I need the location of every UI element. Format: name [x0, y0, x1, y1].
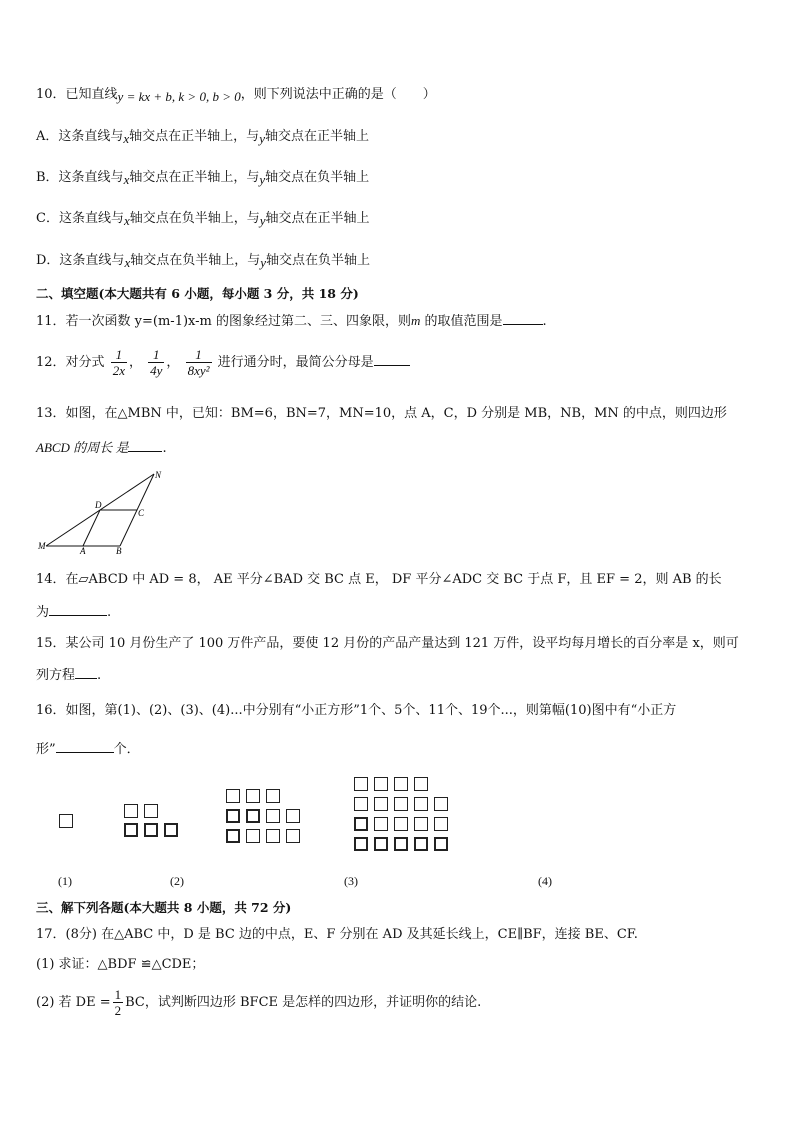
square-icon — [226, 809, 240, 823]
q10-option-a[interactable]: A．这条直线与x轴交点在正半轴上，与y轴交点在正半轴上 — [36, 129, 369, 146]
label-b: B — [116, 546, 122, 556]
square-icon — [374, 817, 388, 831]
square-icon — [59, 814, 73, 828]
q15-answer-blank[interactable] — [75, 664, 97, 679]
square-icon — [246, 789, 260, 803]
q13-line-1: 13．如图，在△MBN 中，已知：BM=6，BN=7，MN=10，点 A，C，D 分别是 MB，NB，MN 的中点，则四边形 — [36, 406, 727, 421]
section-3-heading: 三、解下列各题(本大题共 8 小题，共 72 分) — [36, 900, 292, 915]
q11: 11．若一次函数 y=(m-1)x-m 的图象经过第二、三、四象限，则m 的取值范围是 . — [36, 310, 547, 332]
square-icon — [266, 829, 280, 843]
q10-option-c[interactable]: C．这条直线与x轴交点在负半轴上，与y轴交点在正半轴上 — [36, 211, 370, 228]
square-icon — [286, 809, 300, 823]
square-icon — [434, 837, 448, 851]
square-icon — [286, 829, 300, 843]
square-icon — [144, 823, 158, 837]
square-icon — [354, 777, 368, 791]
q14-line-1: 14．在▱ABCD 中 AD = 8， AE 平分∠BAD 交 BC 点 E， DF 平分∠ADC 交 BC 于点 F，且 EF = 2，则 AB 的长 — [36, 572, 722, 587]
q10-stem: 10．已知直线y = kx + b, k > 0, b > 0，则下列说法中正确的是（ ） — [36, 87, 436, 104]
label-m: M — [38, 541, 46, 551]
square-icon — [394, 777, 408, 791]
q14-answer-blank[interactable] — [49, 601, 107, 616]
figure-label-4: (4) — [538, 874, 552, 888]
square-icon — [354, 817, 368, 831]
square-icon — [246, 829, 260, 843]
q15-line-1: 15．某公司 10 月份生产了 100 万件产品，要使 12 月份的产品产量达到 121 万件，设平均每月增长的百分率是 x，则可 — [36, 636, 739, 651]
square-icon — [124, 823, 138, 837]
square-icon — [414, 797, 428, 811]
square-icon — [354, 837, 368, 851]
figure-label-2: (2) — [170, 874, 184, 888]
figure-label-3: (3) — [344, 874, 358, 888]
q15-line-2: 列方程 . — [36, 664, 101, 686]
q12-fraction-2: $\frac{1}{4y}$ — [150, 347, 163, 378]
square-icon — [374, 837, 388, 851]
square-icon — [394, 817, 408, 831]
square-icon — [414, 837, 428, 851]
q17-fraction: $\frac{1}{2}$ — [114, 987, 122, 1018]
q13-answer-blank[interactable] — [128, 437, 162, 452]
q10-formula: y = kx + b, k > 0, b > 0 — [117, 89, 241, 104]
q17-part-2: (2) 若 DE = $\frac{1}{2}$ BC，试判断四边形 BFCE 是怎样的四边形，并证明你的结论. — [36, 987, 482, 1018]
label-n: N — [155, 470, 162, 480]
q16-line-1: 16．如图，第(1)、(2)、(3)、(4)...中分别有“小正方形”1个、5个、11个、19个...，则第幅(10)图中有“小正方 — [36, 703, 677, 718]
square-icon — [164, 823, 178, 837]
q13-line-2: ABCD 的周长 是 . — [36, 437, 167, 459]
square-icon — [434, 797, 448, 811]
square-icon — [394, 837, 408, 851]
square-icon — [266, 789, 280, 803]
q14-line-2: 为 . — [36, 601, 111, 623]
square-icon — [124, 804, 138, 818]
q12-answer-blank[interactable] — [374, 351, 410, 366]
q10-option-b[interactable]: B．这条直线与x轴交点在正半轴上，与y轴交点在负半轴上 — [36, 170, 370, 187]
square-icon — [226, 789, 240, 803]
label-d: D — [95, 500, 102, 510]
section-2-heading: 二、填空题(本大题共有 6 小题，每小题 3 分，共 18 分) — [36, 286, 359, 301]
label-c: C — [138, 508, 145, 518]
square-icon — [144, 804, 158, 818]
square-icon — [266, 809, 280, 823]
q12-fraction-1: $\frac{1}{2x}$ — [112, 347, 125, 378]
q16-line-2: 形” 个． — [36, 738, 140, 760]
square-icon — [374, 777, 388, 791]
square-icon — [414, 777, 428, 791]
q16-answer-blank[interactable] — [56, 738, 114, 753]
square-icon — [226, 829, 240, 843]
label-a: A — [80, 546, 86, 556]
triangle-mbn-figure — [36, 468, 166, 556]
square-icon — [246, 809, 260, 823]
square-icon — [394, 797, 408, 811]
q10-option-d[interactable]: D．这条直线与x轴交点在负半轴上，与y轴交点在负半轴上 — [36, 253, 371, 270]
square-icon — [354, 797, 368, 811]
figure-label-1: (1) — [58, 874, 72, 888]
q12-fraction-3: $\frac{1}{\text{8xy²}}$ — [187, 347, 210, 378]
q11-answer-blank[interactable] — [503, 310, 543, 325]
q17-part-1: (1) 求证：△BDF ≌△CDE； — [36, 957, 205, 972]
square-icon — [414, 817, 428, 831]
q17-stem: 17．(8分) 在△ABC 中，D 是 BC 边的中点，E、F 分别在 AD 及其延长线上，CE∥BF，连接 BE、CF. — [36, 927, 638, 942]
square-icon — [434, 817, 448, 831]
q12: 12．对分式 $\frac{1}{2x}$ ， $\frac{1}{4y}$ ， $\frac{1}{\text{8xy²}}$ 进行通分时，最简公分母是 — [36, 346, 410, 380]
square-icon — [374, 797, 388, 811]
